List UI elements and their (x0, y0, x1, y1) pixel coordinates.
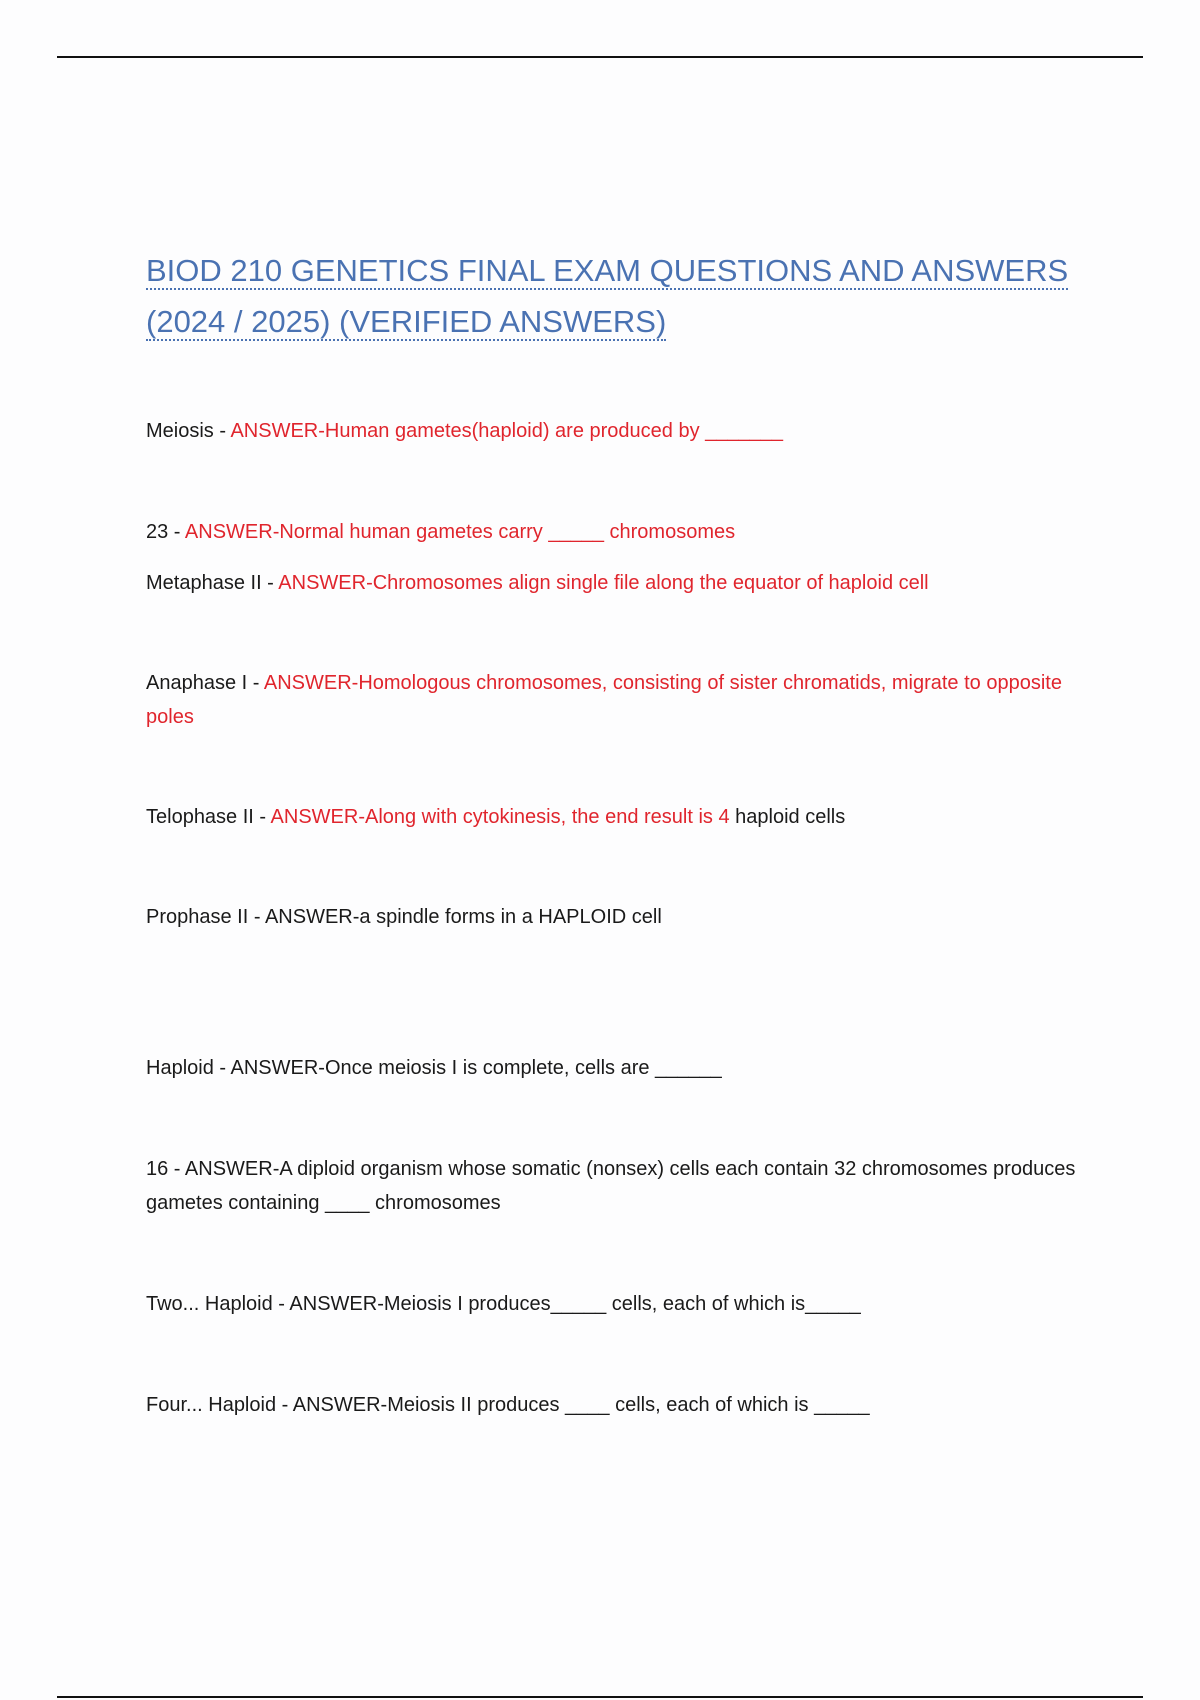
document-title (146, 245, 1106, 347)
qa-item (146, 515, 1106, 549)
title-line-2: (2024 / 2025) (VERIFIED ANSWERS) (146, 304, 667, 339)
qa-term: Two... Haploid - (146, 1293, 290, 1315)
qa-term: Four... Haploid - (146, 1394, 293, 1416)
qa-answer-black: ANSWER-Once meiosis I is complete, cells are ______ (230, 1057, 722, 1079)
header-rule (57, 56, 1143, 58)
qa-answer-red: ANSWER-Normal human gametes carry _____ chromosomes (184, 521, 736, 543)
qa-item (146, 1051, 1106, 1085)
qa-term: 23 - (146, 521, 185, 543)
qa-term: Meiosis - (146, 420, 231, 442)
title-line-1: BIOD 210 GENETICS FINAL EXAM QUESTIONS AND ANSWERS (146, 253, 1069, 288)
qa-term: Metaphase II - (146, 572, 279, 594)
qa-item (146, 666, 1106, 734)
qa-answer-red: ANSWER-Human gametes(haploid) are produced by _______ (230, 420, 783, 442)
qa-answer-red: ANSWER-Homologous chromosomes, consisting of sister chromatids, migrate to opposite poles (146, 672, 1062, 728)
qa-item (146, 566, 1106, 600)
qa-term: Prophase II - (146, 906, 265, 928)
qa-answer-black: ANSWER-Meiosis II produces ____ cells, each of which is _____ (292, 1394, 870, 1416)
qa-answer-black: ANSWER-a spindle forms in a HAPLOID cell (264, 906, 662, 928)
qa-item (146, 1287, 1106, 1321)
qa-answer-black: ANSWER-A diploid organism whose somatic (nonsex) cells each contain 32 chromosomes produces gametes containing ____ chromosomes (146, 1158, 1076, 1214)
qa-item (146, 414, 1106, 448)
qa-term: Haploid - (146, 1057, 231, 1079)
qa-term: 16 - (146, 1158, 185, 1180)
qa-answer-black: haploid cells (729, 806, 846, 828)
qa-answer-red: ANSWER-Along with cytokinesis, the end result is 4 (270, 806, 730, 828)
qa-item (146, 800, 1106, 834)
qa-item (146, 1152, 1106, 1220)
qa-term: Anaphase I - (146, 672, 264, 694)
qa-item (146, 1388, 1106, 1422)
footer-rule (57, 1696, 1143, 1698)
qa-term: Telophase II - (146, 806, 271, 828)
qa-answer-black: ANSWER-Meiosis I produces_____ cells, each of which is_____ (289, 1293, 861, 1315)
qa-item (146, 900, 1106, 934)
qa-answer-red: ANSWER-Chromosomes align single file along the equator of haploid cell (278, 572, 929, 594)
